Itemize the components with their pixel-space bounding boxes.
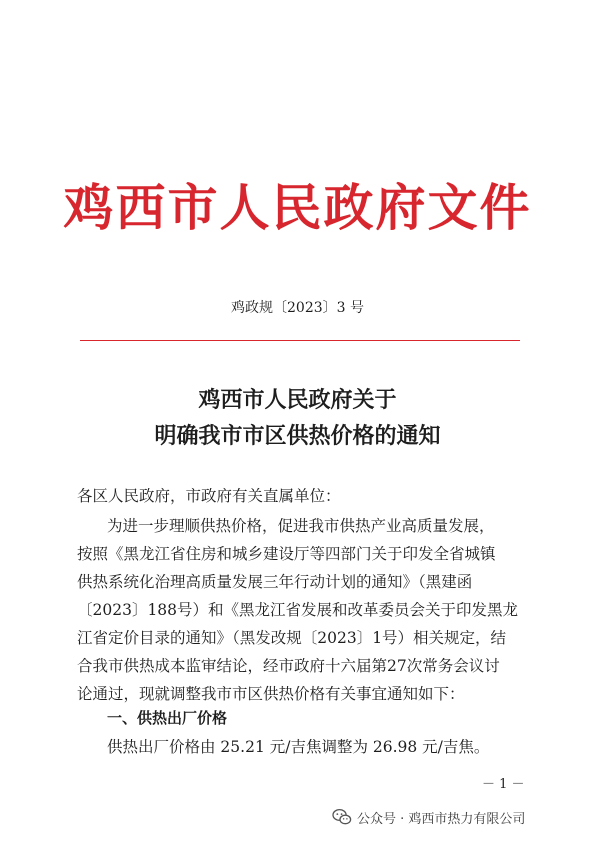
wechat-watermark <box>326 804 531 830</box>
notice-title-line1: 鸡西市人民政府关于 <box>198 387 397 413</box>
paragraph-line: 按照《黑龙江省住房和城乡建设厅等四部门关于印发全省城镇 <box>77 545 496 563</box>
price-adjustment-text: 供热出厂价格由 25.21 元/吉焦调整为 26.98 元/吉焦。 <box>107 738 490 756</box>
paragraph-line: 江省定价目录的通知》（黑发改规〔2023〕1号）相关规定，结 <box>77 629 507 647</box>
paragraph-line: 论通过，现就调整我市市区供热价格有关事宜通知如下： <box>77 685 465 703</box>
notice-title-line2: 明确我市市区供热价格的通知 <box>154 423 441 449</box>
paragraph-line: 合我市供热成本监审结论，经市政府十六届第27次常务会议讨 <box>77 657 500 675</box>
paragraph-line: 供热系统化治理高质量发展三年行动计划的通知》（黑建函 <box>77 573 473 591</box>
wechat-icon <box>332 808 352 826</box>
watermark-text: 公众号 · 鸡西市热力有限公司 <box>357 811 526 827</box>
page-number: － 1 － <box>482 777 525 792</box>
header-red-divider <box>80 340 520 341</box>
document-header-title: 鸡西市人民政府文件 <box>63 178 532 237</box>
paragraph-line: 〔2023〕188号）和《黑龙江省发展和改革委员会关于印发黑龙 <box>77 601 519 619</box>
paragraph-line: 为进一步理顺供热价格，促进我市供热产业高质量发展， <box>107 517 495 535</box>
document-number: 鸡政规〔2023〕3 号 <box>231 300 364 316</box>
section-heading: 一、供热出厂价格 <box>107 709 228 727</box>
body-paragraph <box>77 512 522 708</box>
salutation: 各区人民政府，市政府有关直属单位： <box>77 487 341 505</box>
